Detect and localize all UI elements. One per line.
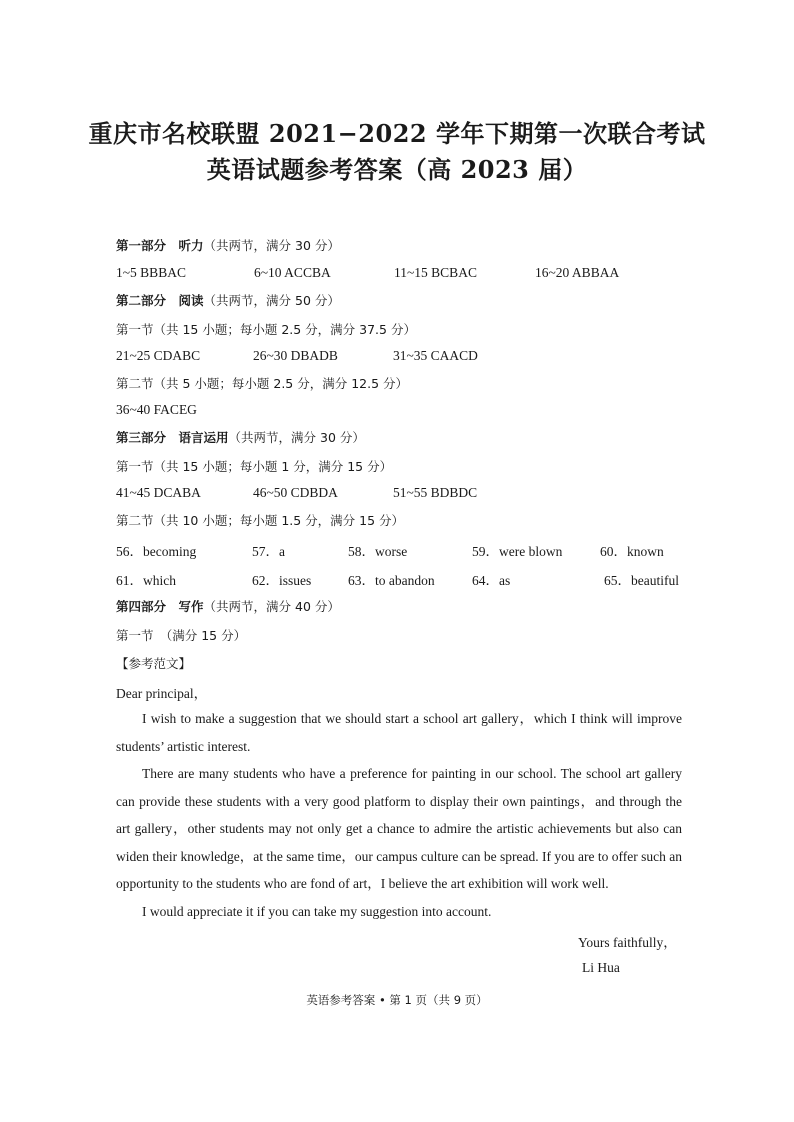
answer-group: 41~45 DCABA <box>116 485 201 500</box>
essay-paragraph-text: I wish to make a suggestion that we should start a school art gallery，which I think will improve students’ artistic interest. <box>116 711 682 754</box>
page-title: 重庆市名校联盟 2021−2022 学年下期第一次联合考试 <box>88 119 706 148</box>
part1-heading: 第一部分 听力 <box>116 238 204 253</box>
part4-heading: 第四部分 写作 <box>116 599 204 614</box>
part4-heading-line <box>116 597 340 615</box>
essay-signature: Li Hua <box>582 960 620 975</box>
essay-paragraph <box>116 898 682 926</box>
answer-group: 46~50 CDBDA <box>253 485 338 500</box>
part3-heading-line <box>116 428 365 446</box>
fill-answer: 56．becoming <box>116 544 197 559</box>
fill-answer: 63．to abandon <box>348 573 435 588</box>
essay-paragraph <box>116 705 682 760</box>
fill-answer: 64．as <box>472 573 511 588</box>
answer-group: 31~35 CAACD <box>393 348 478 363</box>
part3-section2: 第二节（共 10 小题；每小题 1.5 分，满分 15 分） <box>116 513 405 528</box>
fill-answer: 59．were blown <box>472 544 563 559</box>
part4-note: （共两节，满分 40 分） <box>203 599 340 614</box>
part2-note: （共两节，满分 50 分） <box>203 293 340 308</box>
part2-heading-line <box>116 291 340 309</box>
fill-answer: 60．known <box>600 544 664 559</box>
sample-essay-label: 【参考范文】 <box>116 656 192 671</box>
part4-section1: 第一节 （满分 15 分） <box>116 628 247 643</box>
part3-note: （共两节，满分 30 分） <box>228 430 365 445</box>
answer-group: 36~40 FACEG <box>116 402 197 417</box>
answer-group: 16~20 ABBAA <box>535 265 620 280</box>
part2-heading: 第二部分 阅读 <box>116 293 204 308</box>
fill-answer: 57．a <box>252 544 285 559</box>
fill-answer: 65．beautiful <box>604 573 679 588</box>
fill-answer: 62．issues <box>252 573 312 588</box>
essay-paragraph-text: I would appreciate it if you can take my suggestion into account. <box>142 904 492 919</box>
part3-section1: 第一节（共 15 小题；每小题 1 分，满分 15 分） <box>116 459 393 474</box>
essay-greeting: Dear principal， <box>116 686 208 701</box>
answer-group: 6~10 ACCBA <box>254 265 331 280</box>
part3-heading: 第三部分 语言运用 <box>116 430 229 445</box>
essay-paragraph-text: There are many students who have a preference for painting in our school. The school art gallery can provide these students with a very good platform to display their own paintings，and through the art gallery，other students may not only get a chance to admire the artistic achievements but also can widen their knowledge，at the same time，our campus culture can be spread. If you are to offer such an opportunity to the students who are fond of art，I believe the art exhibition will work well. <box>116 766 682 891</box>
answer-group: 51~55 BDBDC <box>393 485 478 500</box>
page-subtitle: 英语试题参考答案（高 2023 届） <box>206 155 588 184</box>
fill-answer: 58．worse <box>348 544 408 559</box>
fill-answer: 61．which <box>116 573 176 588</box>
answer-group: 21~25 CDABC <box>116 348 201 363</box>
answer-group: 1~5 BBBAC <box>116 265 186 280</box>
essay-closing: Yours faithfully， <box>578 935 677 950</box>
essay-paragraph <box>116 760 682 898</box>
part1-note: （共两节，满分 30 分） <box>203 238 340 253</box>
answer-group: 26~30 DBADB <box>253 348 338 363</box>
part2-section2: 第二节（共 5 小题；每小题 2.5 分，满分 12.5 分） <box>116 376 409 391</box>
answer-group: 11~15 BCBAC <box>394 265 477 280</box>
part1-heading-line <box>116 236 340 254</box>
part2-section1: 第一节（共 15 小题；每小题 2.5 分，满分 37.5 分） <box>116 322 416 337</box>
page-footer: 英语参考答案 • 第 1 页（共 9 页） <box>306 993 488 1007</box>
